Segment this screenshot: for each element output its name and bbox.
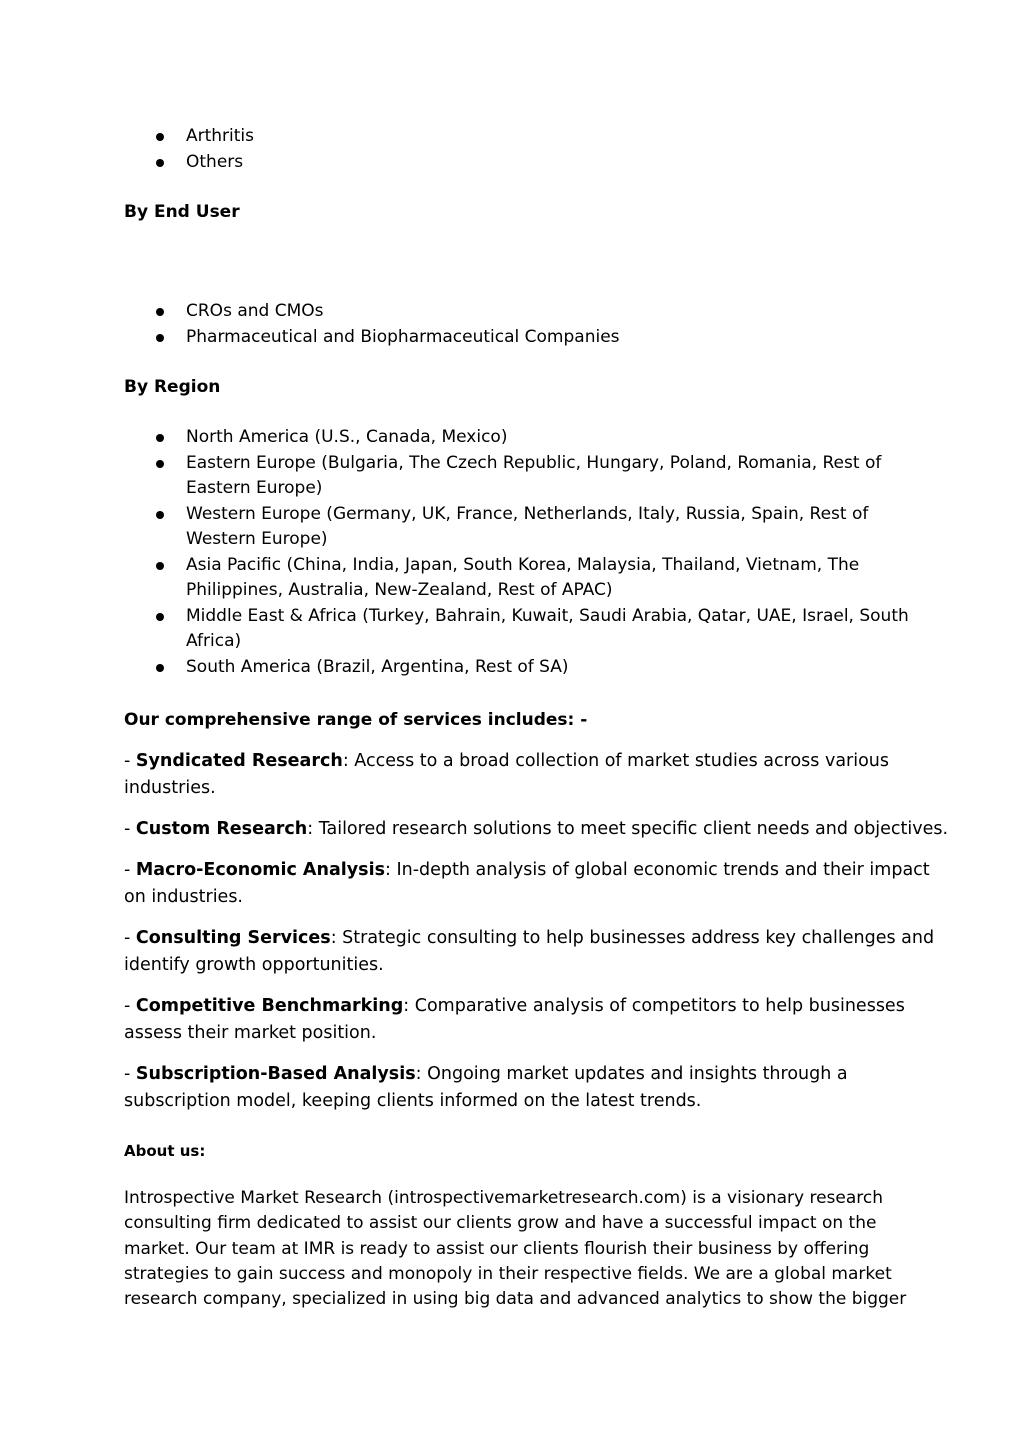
service-name: Competitive Benchmarking <box>135 996 404 1016</box>
about-heading: About us: <box>124 1142 206 1160</box>
region-heading: By Region <box>124 377 221 397</box>
bullet-icon <box>156 562 164 570</box>
services-heading: Our comprehensive range of services includes: - <box>124 710 588 730</box>
bullet-icon <box>156 308 164 316</box>
bullet-icon <box>156 460 164 468</box>
bullet-icon <box>156 334 164 342</box>
bullet-icon <box>156 434 164 442</box>
list-item: Western Europe (Germany, UK, France, Netherlands, Italy, Russia, Spain, Rest of Western Europe) <box>124 502 904 553</box>
list-item: Pharmaceutical and Biopharmaceutical Companies <box>124 325 904 351</box>
list-item: Middle East & Africa (Turkey, Bahrain, Kuwait, Saudi Arabia, Qatar, UAE, Israel, South Africa) <box>124 604 904 655</box>
disease-list <box>124 124 904 175</box>
service-item: - Macro-Economic Analysis: In-depth analysis of global economic trends and their impact on industries. <box>124 860 930 907</box>
service-name: Subscription-Based Analysis <box>135 1064 416 1084</box>
service-item: - Subscription-Based Analysis: Ongoing market updates and insights through a subscription model, keeping clients informed on the latest trends. <box>124 1064 848 1111</box>
service-item: - Syndicated Research: Access to a broad collection of market studies across various industries. <box>124 751 890 798</box>
service-name: Macro-Economic Analysis <box>135 860 385 880</box>
bullet-icon <box>156 613 164 621</box>
list-item: Arthritis <box>124 124 904 150</box>
bullet-icon <box>156 159 164 167</box>
end-user-list <box>124 299 904 350</box>
service-name: Custom Research <box>135 819 308 839</box>
list-item: CROs and CMOs <box>124 299 904 325</box>
region-list <box>124 425 909 680</box>
about-paragraph: Introspective Market Research (introspectivemarketresearch.com) is a visionary research consulting firm dedicated to assist our clients grow and have a successful impact on the market. Our team at IMR is ready to assist our clients flourish their business by offering strategies to gain success and monopoly in their respective fields. We are a global market research company, specialized in using big data and advanced analytics to show the bigger <box>124 1188 907 1310</box>
service-name: Consulting Services <box>135 928 331 948</box>
list-item: Asia Pacific (China, India, Japan, South Korea, Malaysia, Thailand, Vietnam, The Philippines, Australia, New-Zealand, Rest of APAC) <box>124 553 904 604</box>
list-item: Others <box>124 150 904 176</box>
bullet-icon <box>156 133 164 141</box>
list-item: North America (U.S., Canada, Mexico) <box>124 425 904 451</box>
bullet-icon <box>156 664 164 672</box>
service-item: - Consulting Services: Strategic consulting to help businesses address key challenges and identify growth opportunities. <box>124 928 935 975</box>
list-item: Eastern Europe (Bulgaria, The Czech Republic, Hungary, Poland, Romania, Rest of Eastern Europe) <box>124 451 904 502</box>
service-name: Syndicated Research <box>135 751 343 771</box>
bullet-icon <box>156 511 164 519</box>
end-user-heading: By End User <box>124 202 240 222</box>
service-item: - Competitive Benchmarking: Comparative analysis of competitors to help businesses assess their market position. <box>124 996 905 1043</box>
service-item: - Custom Research: Tailored research solutions to meet specific client needs and objectives. <box>124 819 949 839</box>
list-item: South America (Brazil, Argentina, Rest of SA) <box>124 655 904 681</box>
